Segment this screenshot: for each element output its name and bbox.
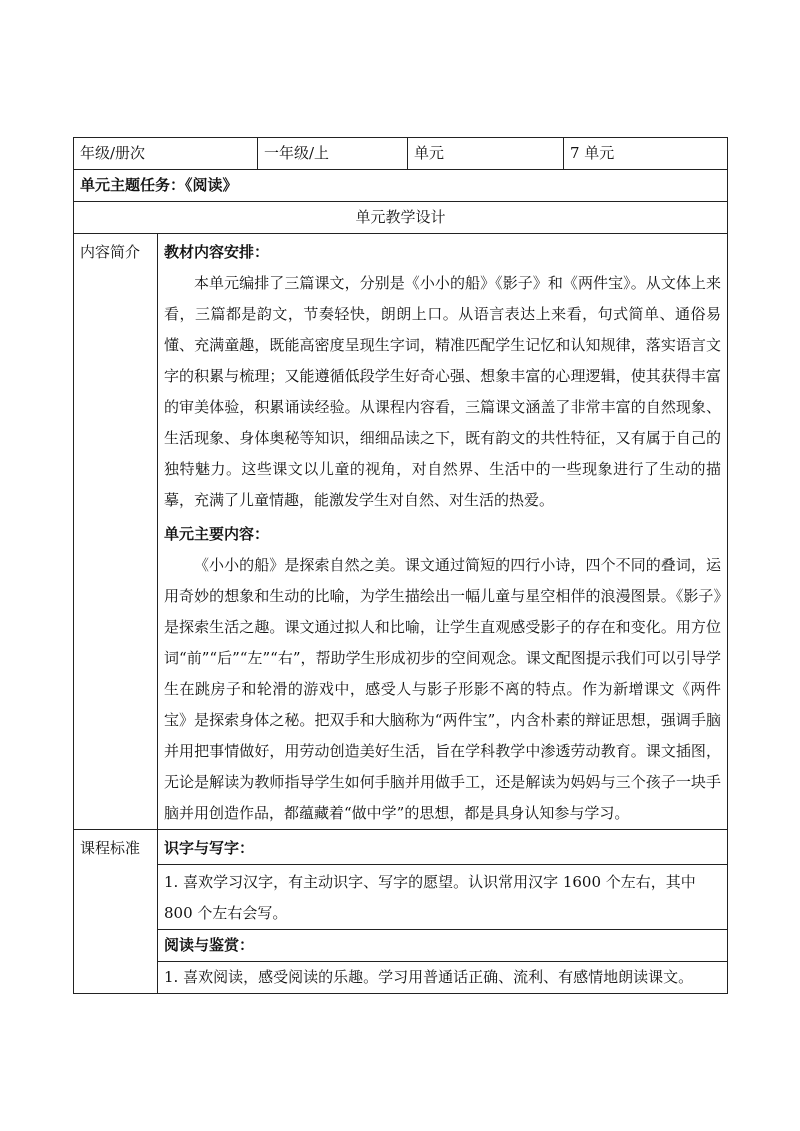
arrangement-heading: 教材内容安排： [164, 243, 270, 261]
grade-label: 年级/册次 [74, 138, 258, 170]
reading-heading: 阅读与鉴赏： [164, 936, 255, 954]
content-intro-label: 内容简介 [74, 234, 158, 830]
literacy-item: 1. 喜欢学习汉字，有主动识字、写字的愿望。认识常用汉字 1600 个左右，其中 800 个左右会写。 [164, 873, 696, 922]
literacy-heading: 识字与写字： [164, 839, 255, 857]
curriculum-label: 课程标准 [74, 830, 158, 994]
design-title-row [74, 202, 728, 234]
grade-value: 一年级/上 [258, 138, 408, 170]
main-content-heading: 单元主要内容： [164, 525, 270, 543]
design-title: 单元教学设计 [74, 202, 728, 234]
arrangement-text: 本单元编排了三篇课文，分别是《小小的船》《影子》和《两件宝》。从文体上来看，三篇都是韵文，节奏轻快，朗朗上口。从语言表达上来看，句式简单、通俗易懂、充满童趣，既能高密度呈现生字词，精准匹配学生记忆和认知规律，落实语言文字的积累与梳理；又能遵循低段学生好奇心强、想象丰富的心理逻辑，使其获得丰富的审美体验，积累诵读经验。从课程内容看，三篇课文涵盖了非常丰富的自然现象、生活现象、身体奥秘等知识，细细品读之下，既有韵文的共性特征，又有属于自己的独特魅力。这些课文以儿童的视角，对自然界、生活中的一些现象进行了生动的描摹，充满了儿童情趣，能激发学生对自然、对生活的热爱。 [164, 274, 721, 509]
main-content-text: 《小小的船》是探索自然之美。课文通过简短的四行小诗，四个不同的叠词，运用奇妙的想象和生动的比喻，为学生描绘出一幅儿童与星空相伴的浪漫图景。《影子》是探索生活之趣。课文通过拟人和比喻，让学生直观感受影子的存在和变化。用方位词“前”“后”“左”“右”，帮助学生形成初步的空间观念。课文配图提示我们可以引导学生在跳房子和轮滑的游戏中，感受人与影子形影不离的特点。作为新增课文《两件宝》是探索身体之秘。把双手和大脑称为“两件宝”，内含朴素的辩证思想，强调手脑并用把事情做好，用劳动创造美好生活，旨在学科教学中渗透劳动教育。课文插图，无论是解读为教师指导学生如何手脑并用做手工，还是解读为妈妈与三个孩子一块手脑并用创造作品，都蕴藏着“做中学”的思想，都是具身认知参与学习。 [164, 556, 721, 822]
reading-item: 1. 喜欢阅读，感受阅读的乐趣。学习用普通话正确、流利、有感情地朗读课文。 [164, 968, 694, 986]
unit-task: 单元主题任务：《阅读》 [74, 170, 728, 202]
unit-design-table [73, 137, 728, 994]
content-intro-cell [158, 234, 728, 830]
header-row [74, 138, 728, 170]
curriculum-row [74, 830, 728, 994]
task-row [74, 170, 728, 202]
content-intro-row [74, 234, 728, 830]
unit-value: 7 单元 [564, 138, 728, 170]
curriculum-cell [158, 830, 728, 994]
unit-label: 单元 [408, 138, 564, 170]
